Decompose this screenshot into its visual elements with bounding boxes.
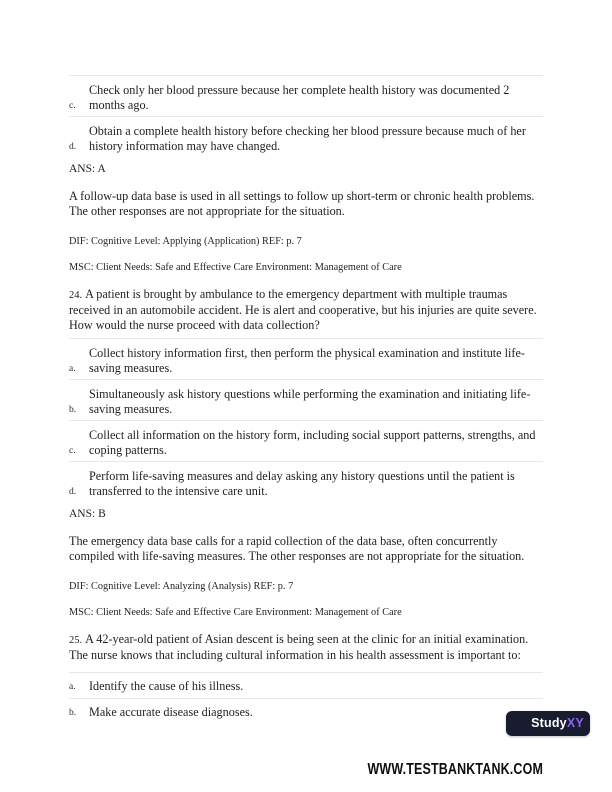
question-24-block (69, 287, 543, 619)
question-number: 25. (69, 635, 83, 646)
option-letter: c. (69, 101, 76, 111)
option-letter: a. (69, 364, 76, 374)
option-row (69, 75, 543, 116)
options-list (69, 338, 543, 502)
option-row (69, 698, 543, 724)
studyxy-badge[interactable] (506, 711, 590, 736)
brand-name-xy: XY (566, 716, 584, 731)
question-25-block (69, 632, 543, 724)
option-letter: c. (69, 446, 76, 456)
dif-line: DIF: Cognitive Level: Applying (Application) REF: p. 7 (69, 236, 302, 247)
answer-line: ANS: B (69, 508, 106, 520)
option-row (69, 461, 543, 502)
option-letter: d. (69, 142, 77, 152)
brand-name-study: Study (531, 716, 567, 731)
option-text: Make accurate disease diagnoses. (89, 705, 253, 719)
rationale-text: The emergency data base calls for a rapid collection of the data base, often concurrently compiled with life-saving measures. The other responses are not appropriate for the situation. (69, 534, 525, 563)
question-number: 24. (69, 290, 83, 301)
plus-icon (512, 716, 527, 731)
option-text: Check only her blood pressure because her complete health history was documented 2 months ago. (89, 83, 510, 112)
option-row (69, 116, 543, 157)
option-text: Simultaneously ask history questions while performing the examination and initiating life-saving measures. (89, 387, 531, 416)
question-text: A 42-year-old patient of Asian descent is being seen at the clinic for an initial examination. The nurse knows that including cultural information in his health assessment is important to: (69, 632, 529, 662)
msc-line: MSC: Client Needs: Safe and Effective Care Environment: Management of Care (69, 607, 402, 618)
option-row (69, 338, 543, 379)
option-text: Collect history information first, then perform the physical examination and institute life-saving measures. (89, 346, 525, 375)
question-stem (69, 632, 543, 663)
msc-line: MSC: Client Needs: Safe and Effective Care Environment: Management of Care (69, 262, 402, 273)
option-row (69, 379, 543, 420)
option-text: Obtain a complete health history before checking her blood pressure because much of her history information may have changed. (89, 124, 526, 153)
dif-line: DIF: Cognitive Level: Analyzing (Analysis) REF: p. 7 (69, 581, 294, 592)
question-stem (69, 287, 543, 333)
question-23-block (69, 75, 543, 274)
option-letter: b. (69, 405, 77, 415)
option-letter: b. (69, 708, 77, 718)
option-text: Identify the cause of his illness. (89, 679, 244, 693)
option-letter: a. (69, 682, 76, 692)
brand-name (531, 717, 584, 730)
options-list (69, 672, 543, 724)
answer-line: ANS: A (69, 163, 106, 175)
question-text: A patient is brought by ambulance to the emergency department with multiple traumas received in an automobile accident. He is alert and cooperative, but his injuries are quite severe. How would the nurse proceed with data collection? (69, 287, 537, 332)
option-row (69, 420, 543, 461)
website-url[interactable]: WWW.TESTBANKTANK.COM (367, 761, 543, 778)
option-text: Collect all information on the history form, including social support patterns, strengths, and coping patterns. (89, 428, 536, 457)
option-letter: d. (69, 487, 77, 497)
option-text: Perform life-saving measures and delay asking any history questions until the patient is transferred to the intensive care unit. (89, 469, 515, 498)
option-row (69, 672, 543, 698)
options-list (69, 75, 543, 157)
rationale-text: A follow-up data base is used in all settings to follow up short-term or chronic health problems. The other responses are not appropriate for the situation. (69, 189, 535, 218)
